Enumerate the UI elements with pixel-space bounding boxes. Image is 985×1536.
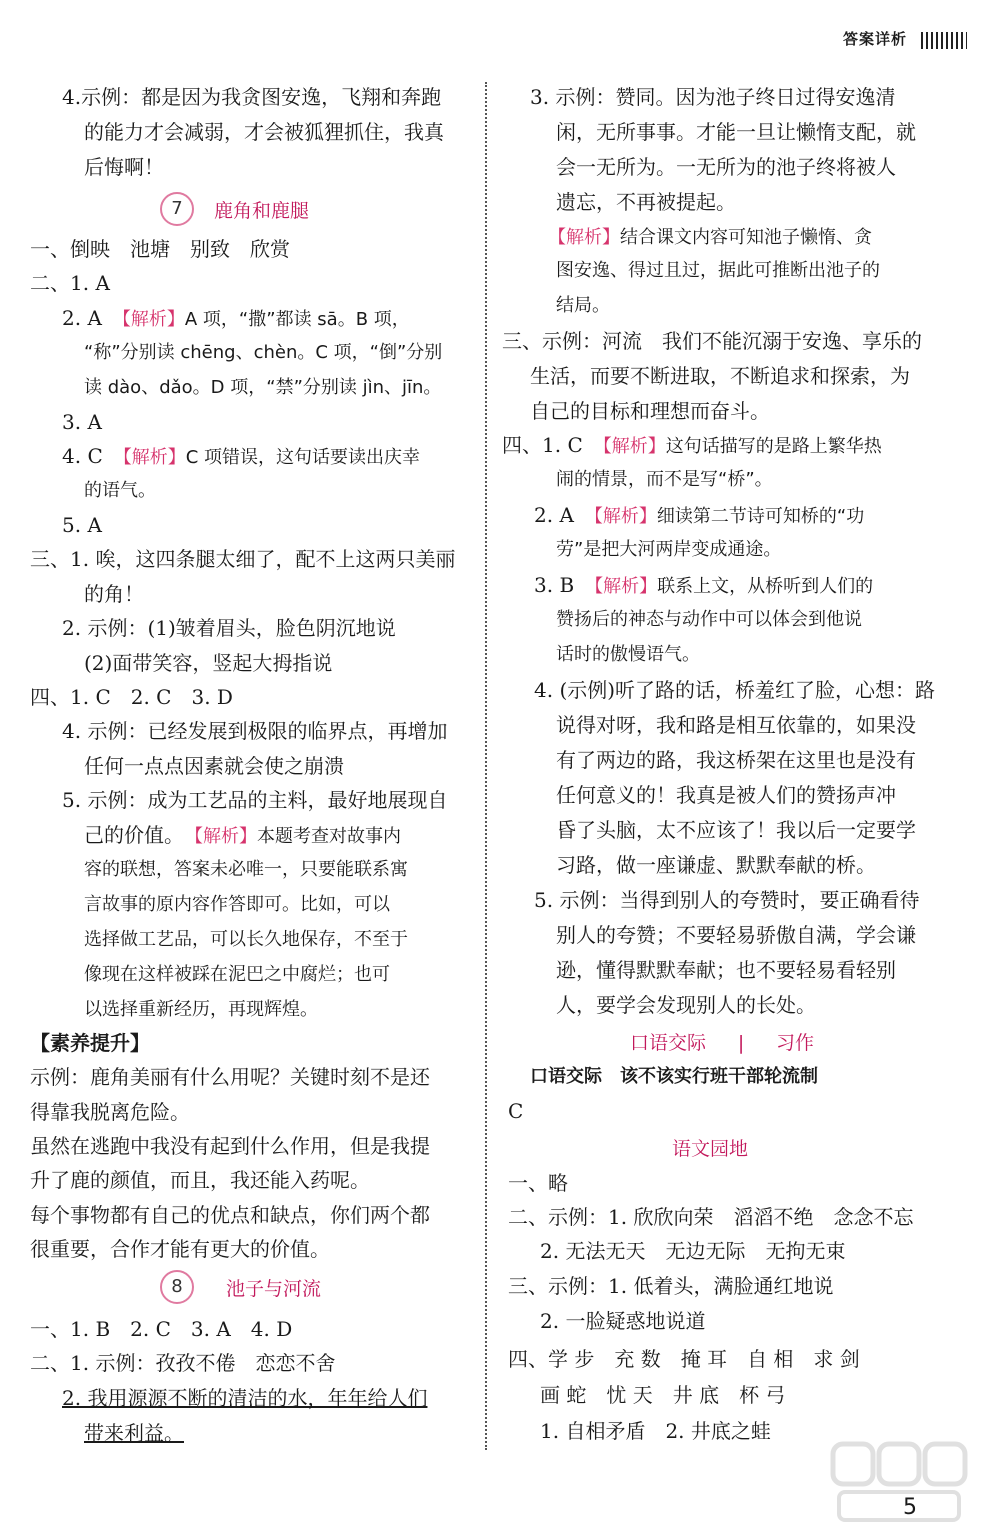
lesson-number-badge: 7 (160, 192, 194, 226)
page-number: 5 (903, 1495, 917, 1520)
answer-line: 带来利益。 (84, 1421, 184, 1445)
answer-line: 三、示例：河流 我们不能沉溺于安逸、享乐的 (502, 329, 922, 353)
answer-line: 二、示例：1. 欣欣向荣 滔滔不绝 念念不忘 (508, 1205, 914, 1229)
answer-line: 5. 示例：当得到别人的夸赞时，要正确看待 (534, 888, 920, 912)
answer-line: 有了两边的路，我这桥架在这里也是没有 (556, 748, 916, 772)
answer-line: 结局。 (556, 295, 610, 316)
watermark-logo (829, 1440, 969, 1525)
answer-line: 升了鹿的颜值，而且，我还能入药呢。 (30, 1168, 370, 1192)
answer-line: 的能力才会减弱，才会被狐狸抓住，我真 (84, 120, 444, 144)
answer-line: 言故事的原内容作答即可。比如，可以 (84, 894, 390, 915)
answer-line: 每个事物都有自己的优点和缺点，你们两个都 (30, 1203, 430, 1227)
answer-line: 四、1. C 2. C 3. D (30, 685, 233, 709)
answer-line: 话时的傲慢语气。 (556, 644, 700, 665)
answer-line: 图安逸、得过且过，据此可推断出池子的 (556, 260, 880, 281)
answer-line: 3. 示例：赞同。因为池子终日过得安逸清 (530, 85, 896, 109)
answer-line: 任何一点点因素就会使之崩溃 (84, 754, 344, 778)
section-title: 语文园地 (672, 1138, 749, 1160)
answer-line: 遗忘，不再被提起。 (556, 190, 736, 214)
answer-line: 4. (示例)听了路的话，桥羞红了脸，心想：路 (534, 678, 936, 702)
answer-line: 四、1. C 【解析】这句话描写的是路上繁华热 (502, 433, 882, 457)
answer-line: 后悔啊！ (84, 155, 164, 179)
answer-line: 画 蛇 忧 天 井 底 杯 弓 (540, 1383, 786, 1407)
answer-line: 2. 示例：(1)皱着眉头，脸色阴沉地说 (62, 616, 396, 640)
answer-line: “称”分别读 chēng、chèn。C 项，“倒”分别 (84, 342, 443, 363)
answer-line: 以选择重新经历，再现辉煌。 (84, 999, 318, 1020)
answer-line: 自己的目标和理想而奋斗。 (530, 399, 770, 423)
answer-line: 像现在这样被踩在泥巴之中腐烂；也可 (84, 964, 390, 985)
answer-line: 任何意义的！我真是被人们的赞扬声冲 (556, 783, 896, 807)
analysis-tag: 【解析】 (194, 826, 257, 847)
answer-line: 4.示例：都是因为我贪图安逸，飞翔和奔跑 (62, 85, 442, 109)
lesson-number-badge: 8 (160, 1270, 194, 1304)
answer-line: 劳”是把大河两岸变成通途。 (556, 539, 782, 560)
answer-line: 容的联想，答案未必唯一，只要能联系寓 (84, 859, 408, 880)
answer-line: 【解析】结合课文内容可知池子懒惰、贪 (548, 227, 872, 248)
answer-line: 5. 示例：成为工艺品的主料，最好地展现自 (62, 788, 448, 812)
lesson-title: 池子与河流 (226, 1278, 322, 1300)
section-heading: 【素养提升】 (30, 1031, 150, 1055)
answer-line: 2. A 【解析】细读第二节诗可知桥的“功 (534, 503, 865, 527)
header-title: 答案详析 (842, 30, 907, 48)
analysis-tag: 【解析】 (593, 506, 657, 527)
answer-line: C (508, 1099, 524, 1123)
answer-line: 逊，懂得默默奉献；也不要轻易看轻别 (556, 958, 896, 982)
answer-line: 三、1. 唉，这四条腿太细了，配不上这两只美丽 (30, 547, 456, 571)
answer-line: 很重要，合作才能有更大的价值。 (30, 1237, 330, 1261)
answer-line: 虽然在逃跑中我没有起到什么作用，但是我提 (30, 1134, 430, 1158)
answer-line: 的角！ (84, 582, 144, 606)
answer-line: 选择做工艺品，可以长久地保存，不至于 (84, 929, 408, 950)
answer-line: 5. A (62, 513, 102, 537)
answer-line: 闲，无所事事。才能一旦让懒惰支配，就 (556, 120, 916, 144)
answer-line: 生活，而要不断进取，不断追求和探索，为 (530, 364, 910, 388)
header-decoration (921, 32, 967, 49)
answer-line: 得靠我脱离危险。 (30, 1100, 190, 1124)
answer-line: 四、学 步 充 数 掩 耳 自 相 求 剑 (508, 1347, 860, 1371)
column-divider (485, 82, 487, 1450)
answer-line: 的语气。 (84, 480, 156, 501)
answer-line: (2)面带笑容，竖起大拇指说 (84, 651, 333, 675)
answer-line: 别人的夸赞；不要轻易骄傲自满，学会谦 (556, 923, 916, 947)
analysis-tag: 【解析】 (122, 447, 186, 468)
answer-line: 一、略 (508, 1171, 568, 1195)
answer-line: 二、1. 示例：孜孜不倦 恋恋不舍 (30, 1351, 336, 1375)
lesson-title: 鹿角和鹿腿 (214, 200, 310, 222)
answer-line: 会一无所为。一无所为的池子终将被人 (556, 155, 896, 179)
oral-subtitle: 口语交际 该不该实行班干部轮流制 (530, 1066, 818, 1087)
answer-line: 闹的情景，而不是写“桥”。 (556, 469, 773, 490)
answer-line: 示例：鹿角美丽有什么用呢？关键时刻不是还 (30, 1065, 430, 1089)
section-title: 口语交际 | 习作 (630, 1032, 815, 1054)
answer-line: 一、倒映 池塘 别致 欣赏 (30, 237, 290, 261)
analysis-tag: 【解析】 (121, 309, 185, 330)
answer-line: 2. 无法无天 无边无际 无拘无束 (540, 1239, 846, 1263)
answer-line: 己的价值。 【解析】本题考查对故事内 (84, 823, 401, 847)
answer-line: 1. 自相矛盾 2. 井底之蛙 (540, 1419, 771, 1443)
answer-line: 三、示例：1. 低着头，满脸通红地说 (508, 1274, 834, 1298)
answer-line: 说得对呀，我和路是相互依靠的，如果没 (556, 713, 916, 737)
answer-line: 习路，做一座谦虚、默默奉献的桥。 (556, 853, 876, 877)
answer-line: 人，要学会发现别人的长处。 (556, 993, 816, 1017)
answer-line: 二、1. A (30, 271, 110, 295)
answer-line: 4. 示例：已经发展到极限的临界点，再增加 (62, 719, 448, 743)
answer-line: 4. C 【解析】C 项错误，这句话要读出庆幸 (62, 444, 421, 468)
analysis-tag: 【解析】 (594, 576, 658, 597)
answer-line: 2. A 【解析】A 项，“撒”都读 sā。B 项， (62, 306, 410, 330)
answer-line: 2. 一脸疑惑地说道 (540, 1309, 706, 1333)
answer-line: 2. 我用源源不断的清洁的水，年年给人们 (62, 1386, 428, 1410)
answer-line: 3. A (62, 410, 102, 434)
answer-line: 读 dào、dǎo。D 项，“禁”分别读 jìn、jīn。 (84, 377, 442, 398)
analysis-tag: 【解析】 (602, 436, 666, 457)
answer-line: 昏了头脑，太不应该了！我以后一定要学 (556, 818, 916, 842)
answer-line: 一、1. B 2. C 3. A 4. D (30, 1317, 293, 1341)
answer-line: 赞扬后的神态与动作中可以体会到他说 (556, 609, 862, 630)
analysis-tag: 【解析】 (548, 227, 620, 248)
answer-line: 3. B 【解析】联系上文，从桥听到人们的 (534, 573, 874, 597)
